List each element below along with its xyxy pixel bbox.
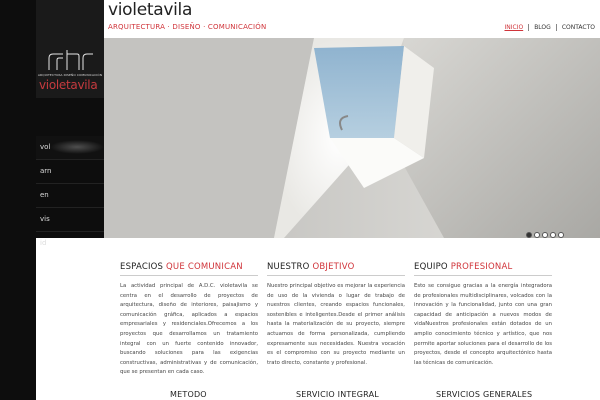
skylight-photo xyxy=(104,38,600,238)
column-text: Nuestro principal objetivo es mejorar la experiencia de uso de la vivienda o lugar de trabajo de nuestros clientes, creando espacios funcionales, sostenibles e inteligentes.Desde el primer análisis hasta la materialización de su proyecto, siempre actuamos de forma personalizada, cumpliendo expresamente sus necesidades. Nuestra vocación es el compromiso con su proyecto mediante un trato directo, constante y profesional. xyxy=(267,283,405,366)
column-title xyxy=(267,262,405,272)
menu-hover-glow xyxy=(50,140,104,154)
divider xyxy=(414,275,552,276)
divider xyxy=(267,275,405,276)
left-sidebar xyxy=(0,0,36,400)
slider-dot[interactable] xyxy=(534,232,540,238)
logo-panel[interactable] xyxy=(36,0,104,98)
column-title xyxy=(120,262,258,272)
column-title xyxy=(414,262,552,272)
column-text: Esto se consigue gracias a la energía integradora de profesionales multidisciplinares, volcados con la innovación y la funcionalidad, junto con una gran capacidad de anticipación a nuevos modos de vidaNuestros profesionales están dotados de un amplio conocimiento técnico y artístico, que nos permite aportar soluciones para el desarrollo de los proyectos, desde el concepto arquitectónico hasta las técnicas de comunicación. xyxy=(414,283,552,366)
section-title-servicios-generales: SERVICIOS GENERALES xyxy=(436,390,533,399)
sidebar-menu xyxy=(36,98,104,247)
sidebar-item-label: arn xyxy=(40,167,52,175)
column-espacios xyxy=(120,262,258,378)
slider-dot[interactable] xyxy=(526,232,532,238)
slider-dot[interactable] xyxy=(558,232,564,238)
title-highlight: OBJETIVO xyxy=(312,262,355,272)
sidebar-item-label: en xyxy=(40,191,49,199)
nav-inicio[interactable]: INICIO xyxy=(504,24,524,31)
section-title-servicio-integral: SERVICIO INTEGRAL xyxy=(296,390,379,399)
nav-contacto[interactable]: CONTACTO xyxy=(561,24,595,31)
column-objetivo xyxy=(267,262,405,368)
sidebar-item-3[interactable] xyxy=(36,184,104,208)
title-highlight: QUE COMUNICAN xyxy=(166,262,243,272)
sidebar-item-1[interactable] xyxy=(36,136,104,160)
sidebar-item-2[interactable] xyxy=(36,160,104,184)
title-part: ESPACIOS xyxy=(120,262,167,272)
slider-dot[interactable] xyxy=(542,232,548,238)
divider xyxy=(120,275,258,276)
sidebar-item-label: vol xyxy=(40,143,51,151)
section-title-metodo: METODO xyxy=(170,390,207,399)
site-tagline: ARQUITECTURA · DISEÑO · COMUNICACIÓN xyxy=(108,23,267,31)
sidebar-item-label: vis xyxy=(40,215,50,223)
title-highlight: PROFESIONAL xyxy=(450,262,513,272)
slider-dot[interactable] xyxy=(550,232,556,238)
adc-logo-icon xyxy=(43,48,97,72)
title-part: NUESTRO xyxy=(267,262,313,272)
sidebar-item-5[interactable] xyxy=(36,232,104,256)
nav-blog[interactable]: BLOG xyxy=(534,24,551,31)
slider-dots xyxy=(526,232,564,238)
hero-slider-image[interactable] xyxy=(104,38,600,238)
site-title[interactable]: violetavila xyxy=(108,0,193,20)
column-text: La actividad principal de A.D.C. violetavila se centra en el desarrollo de proyectos de arquitectura, diseño de interiores, paisajismo y comunicación gráfica, aplicados a espacios empresariales y residenciales.Ofrecemos a los proyectos que desarrollamos un tratamiento integral con un fuerte contenido innovador, buscando soluciones para las exigencias constructivas, administrativas y de comunicación, que se presentan en cada caso. xyxy=(120,283,258,376)
logo-subtitle: ARQUITECTURA DISEÑO COMUNICACIÓN xyxy=(37,73,103,77)
title-part: EQUIPO xyxy=(414,262,451,272)
top-nav xyxy=(499,24,600,31)
column-equipo xyxy=(414,262,552,368)
sidebar-item-label: id xyxy=(40,239,47,247)
sidebar-item-4[interactable] xyxy=(36,208,104,232)
logo-wordmark: violetavila xyxy=(39,78,98,92)
